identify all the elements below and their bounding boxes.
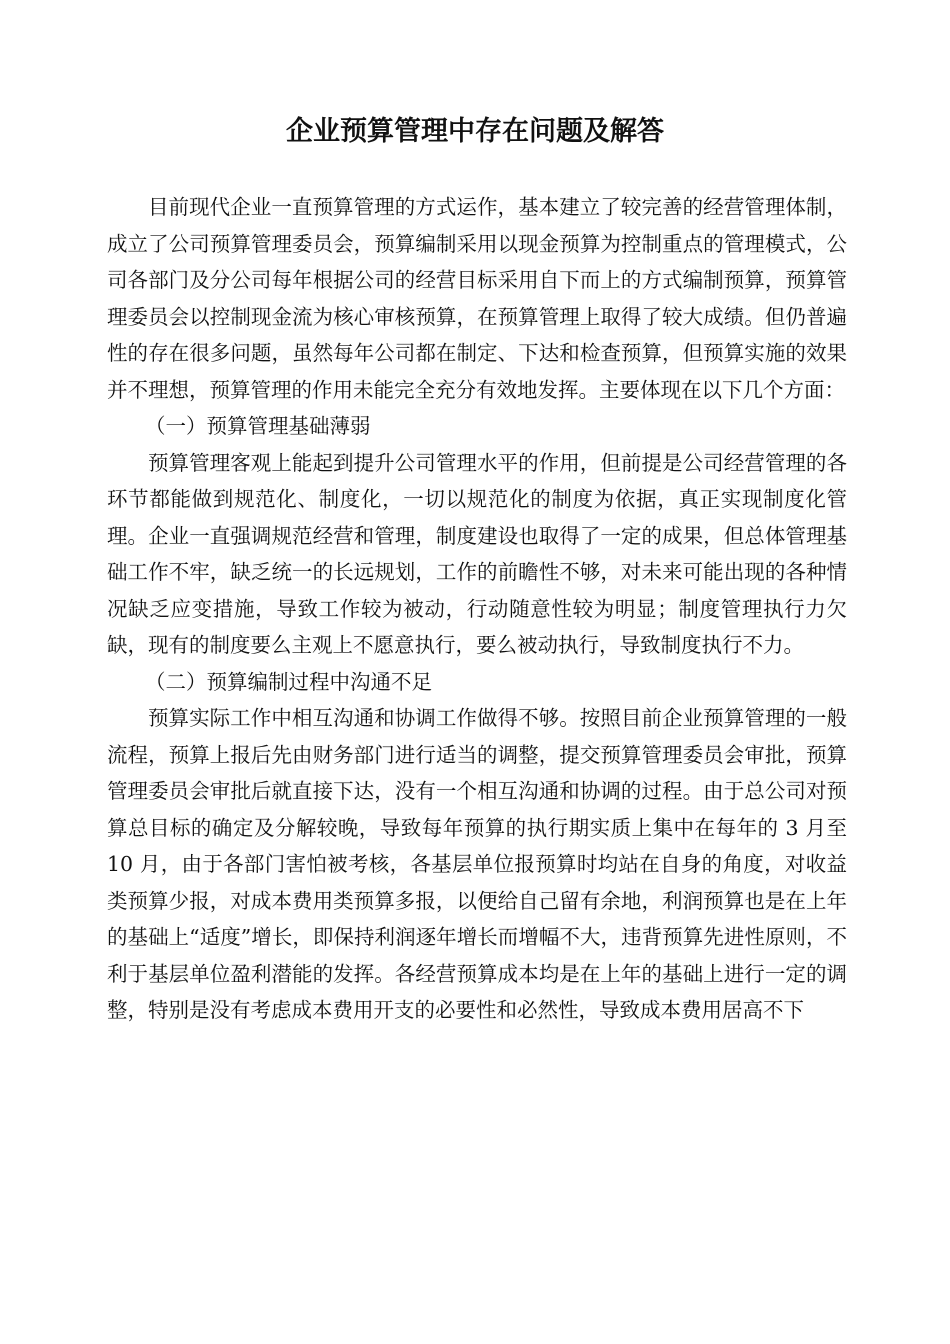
section-1-paragraph: 预算管理客观上能起到提升公司管理水平的作用，但前提是公司经营管理的各环节都能做到规范化、制度化，一切以规范化的制度为依据，真正实现制度化管理。企业一直强调规范经营和管理，制度建设也取得了一定的成果，但总体管理基础工作不牢，缺乏统一的长远规划，工作的前瞻性不够，对未来可能出现的各种情况缺乏应变措施，导致工作较为被动，行动随意性较为明显；制度管理执行力欠缺，现有的制度要么主观上不愿意执行，要么被动执行，导致制度执行不力。 bbox=[107, 450, 847, 657]
intro-paragraph: 目前现代企业一直预算管理的方式运作，基本建立了较完善的经营管理体制，成立了公司预算管理委员会，预算编制采用以现金预算为控制重点的管理模式，公司各部门及分公司每年根据公司的经营目标采用自下而上的方式编制预算，预算管理委员会以控制现金流为核心审核预算，在预算管理上取得了较大成绩。但仍普遍性的存在很多问题，虽然每年公司都在制定、下达和检查预算，但预算实施的效果并不理想，预算管理的作用未能完全充分有效地发挥。主要体现在以下几个方面： bbox=[107, 195, 847, 402]
section-heading-2: （二）预算编制过程中沟通不足 bbox=[145, 669, 432, 694]
document-title: 企业预算管理中存在问题及解答 bbox=[286, 116, 664, 147]
section-heading-1: （一）预算管理基础薄弱 bbox=[145, 414, 371, 438]
section-2-paragraph: 预算实际工作中相互沟通和协调工作做得不够。按照目前企业预算管理的一般流程，预算上报后先由财务部门进行适当的调整，提交预算管理委员会审批，预算管理委员会审批后就直接下达，没有一个相互沟通和协调的过程。由于总公司对预算总目标的确定及分解较晚，导致每年预算的执行期实质上集中在每年的 3 月至 10 月，由于各部门害怕被考核，各基层单位报预算时均站在自身的角度，对收益类预算少报，对成本费用类预算多报，以便给自己留有余地，利润预算也是在上年的基础上“适度”增长，即保持利润逐年增长而增幅不大，违背预算先进性原则，不利于基层单位盈利潜能的发挥。各经营预算成本均是在上年的基础上进行一定的调整，特别是没有考虑成本费用开支的必要性和必然性，导致成本费用居高不下 bbox=[107, 706, 847, 1022]
document-body bbox=[107, 189, 847, 1029]
